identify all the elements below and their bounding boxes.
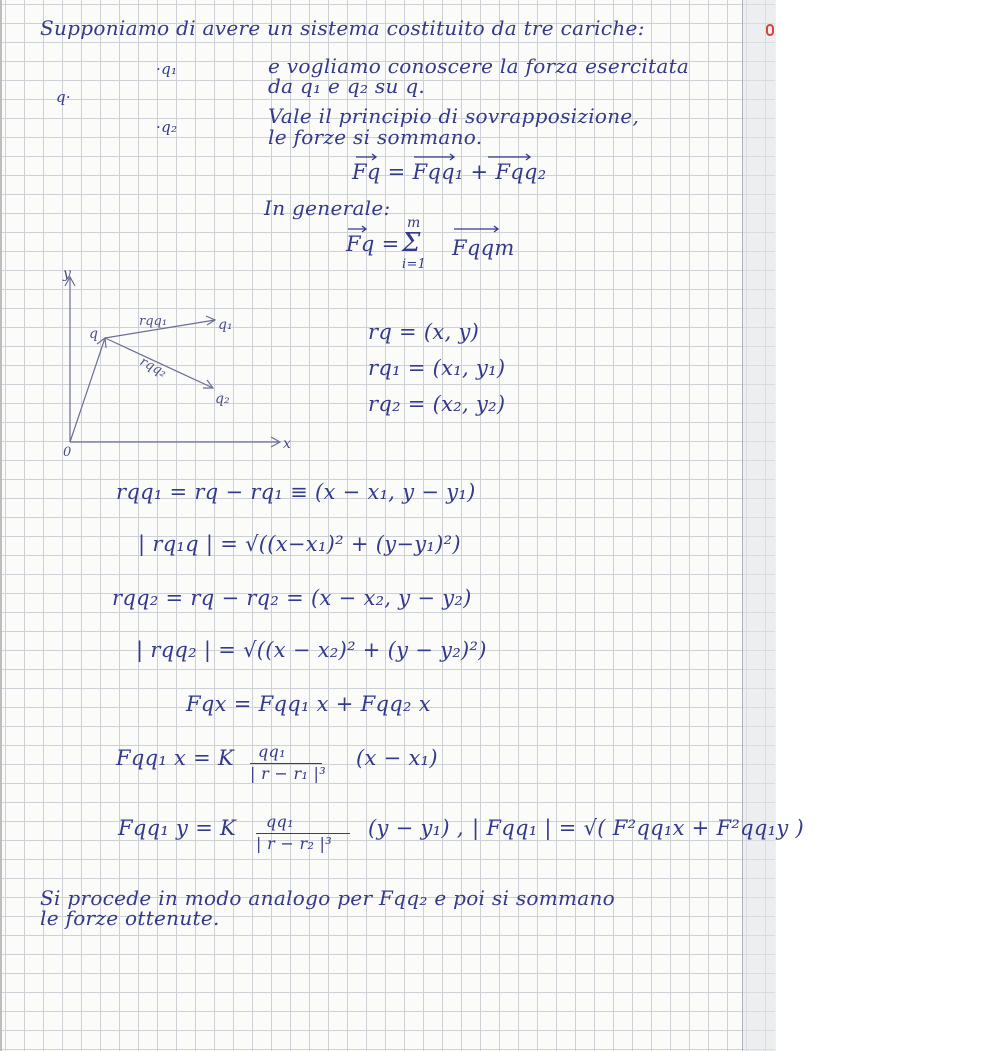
equation-general-lhs: Fq = — [346, 232, 400, 256]
closing-line-2: le forze ottenute. — [40, 906, 220, 930]
position-vector-q — [70, 338, 105, 442]
general-label: In generale: — [264, 196, 391, 220]
diagram-point-q: q — [89, 326, 98, 342]
position-rq1: rq₁ = (x₁, y₁) — [368, 356, 506, 380]
diagram-vector-label-1: rqq₁ — [139, 314, 168, 329]
equation-general-sub: i=1 — [402, 257, 427, 272]
equation-superposition: Fq = Fqq₁ + Fqq₂ — [352, 160, 547, 184]
intro-line-2: da q₁ e q₂ su q. — [268, 74, 426, 98]
equation-general-sup: m — [407, 215, 421, 231]
sketch-q1: ·q₁ — [156, 60, 178, 78]
equation-fqq1x-lhs: Fqq₁ x = K — [116, 746, 235, 770]
charge-vector-diagram — [55, 262, 315, 462]
equation-fqx: Fqx = Fqq₁ x + Fqq₂ x — [186, 692, 431, 716]
position-rq: rq = (x, y) — [368, 320, 480, 344]
equation-general-sigma: Σ — [402, 228, 421, 258]
diagram-axis-y: y — [63, 266, 71, 282]
equation-modulus-qq1: | rq₁q | = √((x−x₁)² + (y−y₁)²) — [138, 532, 461, 556]
closing-line-1: Si procede in modo analogo per Fqq₂ e poi si sommano — [40, 886, 616, 910]
equation-fqq1y-lhs: Fqq₁ y = K — [118, 816, 237, 840]
position-vector-q-head — [97, 338, 106, 348]
equation-fqq1y-rhs: (y − y₁) , — [368, 816, 464, 840]
equation-general-term: Fqqm — [452, 236, 515, 260]
principle-line-2: le forze si sommano. — [268, 125, 483, 149]
equation-fqq1x-denominator: | r − r₁ |³ — [250, 764, 326, 783]
position-rq2: rq₂ = (x₂, y₂) — [368, 392, 506, 416]
equation-fqq1-modulus: | Fqq₁ | = √( F²qq₁x + F²qq₁y ) — [472, 816, 804, 840]
equation-fqq1y-denominator: | r − r₂ |³ — [256, 834, 332, 853]
diagram-point-q2: q₂ — [215, 391, 230, 407]
page-edge — [742, 0, 776, 1051]
equation-r-qq1: rqq₁ = rq − rq₁ ≡ (x − x₁, y − y₁) — [116, 480, 476, 504]
equation-fqq1x-numerator: qq₁ — [258, 742, 286, 761]
intro-line-1: e vogliamo conoscere la forza esercitata — [268, 54, 690, 78]
diagram-vector-label-2: rqq₂ — [137, 354, 169, 381]
equation-fqq1x-rhs: (x − x₁) — [356, 746, 438, 770]
principle-line-1: Vale il principio di sovrapposizione, — [268, 104, 640, 128]
red-margin-mark — [766, 24, 774, 36]
diagram-point-q1: q₁ — [218, 317, 233, 333]
equation-modulus-qq2: | rqq₂ | = √((x − x₂)² + (y − y₂)²) — [136, 638, 487, 662]
vector-arrows-general — [346, 224, 516, 232]
equation-fqq1y-numerator: qq₁ — [266, 812, 294, 831]
equation-r-qq2: rqq₂ = rq − rq₂ = (x − x₂, y − y₂) — [112, 586, 472, 610]
diagram-origin: 0 — [63, 445, 72, 460]
sketch-q2: ·q₂ — [156, 118, 178, 136]
vector-arrows-superposition — [354, 152, 554, 160]
diagram-axis-x: x — [283, 436, 291, 452]
title-line: Supponiamo di avere un sistema costituito da tre cariche: — [40, 16, 645, 40]
sketch-q: q· — [56, 88, 71, 106]
